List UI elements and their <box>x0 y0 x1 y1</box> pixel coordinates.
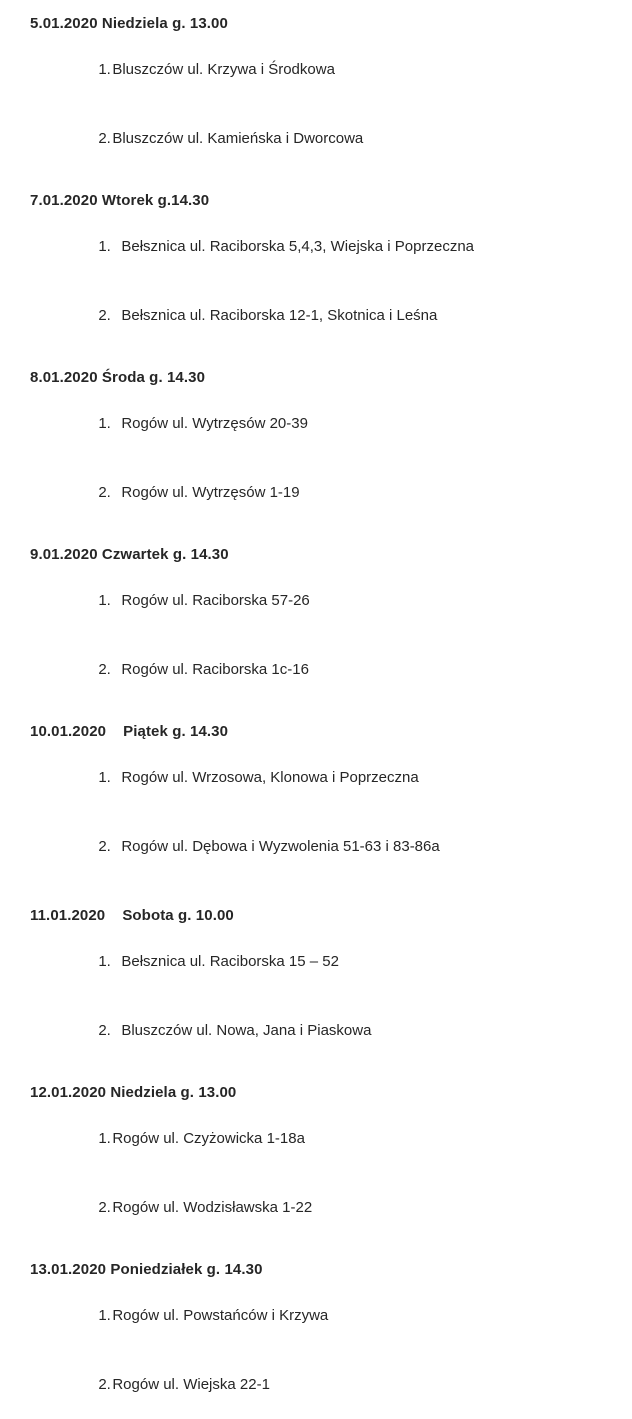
section-items <box>30 1104 612 1242</box>
list-item <box>30 1281 612 1350</box>
item-number: 2. <box>98 1376 111 1393</box>
list-item <box>30 743 612 812</box>
section-items <box>30 212 612 350</box>
list-item <box>30 566 612 635</box>
section-items <box>30 566 612 704</box>
item-text: Bluszczów ul. Kamieńska i Dworcowa <box>112 130 364 147</box>
section-heading: 10.01.2020 Piątek g. 14.30 <box>30 723 229 740</box>
item-text: Bełsznica ul. Raciborska 15 – 52 <box>121 953 339 970</box>
section-items <box>30 743 612 881</box>
section-items <box>30 927 612 1065</box>
schedule-section-10-01 <box>30 720 612 881</box>
item-text: Rogów ul. Czyżowicka 1-18a <box>112 1130 305 1147</box>
list-item <box>30 927 612 996</box>
schedule-section-12-01 <box>30 1081 612 1242</box>
item-text: Rogów ul. Wiejska 22-1 <box>112 1376 270 1393</box>
item-number: 2. <box>98 661 111 678</box>
list-item <box>30 1173 612 1242</box>
item-text: Rogów ul. Wytrzęsów 1-19 <box>121 484 300 501</box>
item-text: Bluszczów ul. Krzywa i Środkowa <box>112 61 335 78</box>
list-item <box>30 996 612 1065</box>
list-item <box>30 212 612 281</box>
item-text: Rogów ul. Raciborska 57-26 <box>121 592 310 609</box>
list-item <box>30 635 612 704</box>
list-item <box>30 1350 612 1419</box>
schedule-section-11-01 <box>30 904 612 1065</box>
section-heading: 12.01.2020 Niedziela g. 13.00 <box>30 1084 237 1101</box>
schedule-section-8-01 <box>30 366 612 527</box>
item-number: 1. <box>98 1307 111 1324</box>
schedule-section-9-01 <box>30 543 612 704</box>
item-text: Rogów ul. Dębowa i Wyzwolenia 51-63 i 83-86a <box>121 838 440 855</box>
item-text: Rogów ul. Raciborska 1c-16 <box>121 661 309 678</box>
schedule-section-5-01 <box>30 12 612 173</box>
list-item <box>30 812 612 881</box>
item-number: 2. <box>98 1199 111 1216</box>
section-items <box>30 389 612 527</box>
schedule-section-13-01 <box>30 1258 612 1419</box>
list-item <box>30 281 612 350</box>
item-number: 1. <box>98 953 111 970</box>
item-number: 1. <box>98 415 111 432</box>
item-number: 1. <box>98 769 111 786</box>
item-text: Rogów ul. Wytrzęsów 20-39 <box>121 415 308 432</box>
item-text: Bełsznica ul. Raciborska 5,4,3, Wiejska i Poprzeczna <box>121 238 474 255</box>
section-heading: 13.01.2020 Poniedziałek g. 14.30 <box>30 1261 263 1278</box>
list-item <box>30 35 612 104</box>
list-item <box>30 104 612 173</box>
schedule-section-7-01 <box>30 189 612 350</box>
item-text: Rogów ul. Wodzisławska 1-22 <box>112 1199 313 1216</box>
section-items <box>30 1281 612 1419</box>
section-heading: 11.01.2020 Sobota g. 10.00 <box>30 907 234 924</box>
section-heading: 7.01.2020 Wtorek g.14.30 <box>30 192 210 209</box>
list-item <box>30 1104 612 1173</box>
item-number: 1. <box>98 238 111 255</box>
item-text: Bluszczów ul. Nowa, Jana i Piaskowa <box>121 1022 372 1039</box>
item-number: 1. <box>98 61 111 78</box>
item-number: 2. <box>98 484 111 501</box>
section-heading: 8.01.2020 Środa g. 14.30 <box>30 369 206 386</box>
item-number: 1. <box>98 592 111 609</box>
item-number: 2. <box>98 838 111 855</box>
item-number: 2. <box>98 1022 111 1039</box>
item-text: Bełsznica ul. Raciborska 12-1, Skotnica i Leśna <box>121 307 438 324</box>
list-item <box>30 389 612 458</box>
item-number: 2. <box>98 307 111 324</box>
section-heading: 9.01.2020 Czwartek g. 14.30 <box>30 546 229 563</box>
item-text: Rogów ul. Wrzosowa, Klonowa i Poprzeczna <box>121 769 419 786</box>
list-item <box>30 458 612 527</box>
section-heading: 5.01.2020 Niedziela g. 13.00 <box>30 15 228 32</box>
item-text: Rogów ul. Powstańców i Krzywa <box>112 1307 329 1324</box>
item-number: 1. <box>98 1130 111 1147</box>
item-number: 2. <box>98 130 111 147</box>
section-items <box>30 35 612 173</box>
